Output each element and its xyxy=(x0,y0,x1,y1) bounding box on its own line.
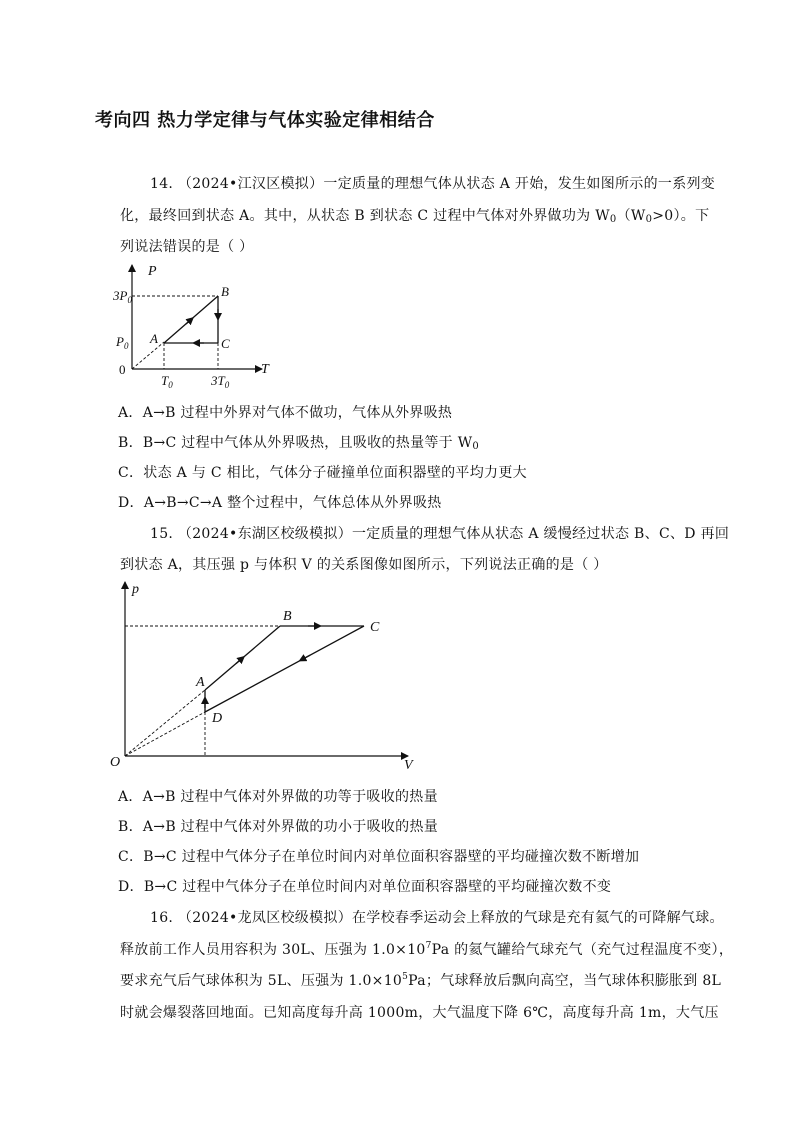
q15-option-d[interactable]: D．B→C 过程中气体分子在单位时间内对单位面积容器壁的平均碰撞次数不变 xyxy=(118,879,612,895)
q14-y-axis-label: P xyxy=(148,264,157,279)
q14-point-a: A xyxy=(150,331,158,346)
q14-pt-diagram xyxy=(110,255,290,395)
q14-option-a[interactable]: A．A→B 过程中外界对气体不做功，气体从外界吸热 xyxy=(118,405,453,421)
q14-line-1: 14. （2024•江汉区模拟）一定质量的理想气体从状态 A 开始，发生如图所示的一系列变 xyxy=(150,176,716,192)
q14-label-t0: $T_0$ xyxy=(161,373,173,390)
q14-line-2: 化，最终回到状态 A。其中，从状态 B 到状态 C 过程中气体对外界做功为 $W_0(W_0>0)$。下 xyxy=(120,208,710,225)
q14-label-p0: $P_0$ xyxy=(116,334,129,351)
q16-line-1: 16. （2024•龙凤区校级模拟）在学校春季运动会上释放的气球是充有氦气的可降解气球。 xyxy=(150,910,724,926)
q15-option-c[interactable]: C．B→C 过程中气体分子在单位时间内对单位面积容器壁的平均碰撞次数不断增加 xyxy=(118,849,640,865)
q15-path-ab xyxy=(205,626,280,690)
q15-dash-origin-d xyxy=(125,712,205,756)
q14-line-3: 列说法错误的是（ ） xyxy=(120,239,254,255)
q15-point-c: C xyxy=(370,620,380,635)
q14-x-axis-label: T xyxy=(261,362,269,377)
q15-option-a[interactable]: A．A→B 过程中气体对外界做的功等于吸收的热量 xyxy=(118,789,438,805)
q15-point-d: D xyxy=(212,711,223,726)
q15-origin-label: O xyxy=(110,755,121,770)
q14-option-b[interactable]: B．B→C 过程中气体从外界吸热，且吸收的热量等于 $W_0$ xyxy=(118,435,480,452)
q14-path-ab xyxy=(164,296,218,343)
q14-origin-label: 0 xyxy=(119,362,126,377)
q14-point-b: B xyxy=(221,284,229,299)
q14-point-c: C xyxy=(221,336,230,351)
q15-point-a: A xyxy=(196,675,205,690)
q16-line-3: 要求充气后气球体积为 5L、压强为 $1.0\times 10^5Pa$；气球释放后飘向高空，当气球体积膨胀到 8L xyxy=(120,972,722,989)
q14-option-c[interactable]: C．状态 A 与 C 相比，气体分子碰撞单位面积器壁的平均力更大 xyxy=(118,465,527,481)
q15-arrow-cd xyxy=(302,655,310,659)
q14-label-3t0: $3T_0$ xyxy=(211,373,230,390)
q15-line-2: 到状态 A，其压强 p 与体积 V 的关系图像如图所示，下列说法正确的是（ ） xyxy=(120,557,608,573)
section-heading: 考向四 热力学定律与气体实验定律相结合 xyxy=(95,110,435,131)
q16-line-4: 时就会爆裂落回地面。已知高度每升高 1000m，大气温度下降 6℃，高度每升高 1m，大气压 xyxy=(120,1005,719,1021)
q14-dash-origin-a xyxy=(132,342,164,369)
q15-x-axis-label: V xyxy=(404,758,413,773)
q15-line-1: 15. （2024•东湖区校级模拟）一定质量的理想气体从状态 A 缓慢经过状态 B、C、D 再回 xyxy=(150,526,730,542)
q15-dash-origin-a xyxy=(125,690,205,756)
q15-point-b: B xyxy=(283,609,292,624)
q14-label-3p0: $3P_0$ xyxy=(113,288,132,305)
q15-pv-diagram xyxy=(108,576,428,776)
q14-option-d[interactable]: D．A→B→C→A 整个过程中，气体总体从外界吸热 xyxy=(118,495,442,511)
q15-y-axis-label: p xyxy=(132,582,139,597)
q15-option-b[interactable]: B．A→B 过程中气体对外界做的功小于吸收的热量 xyxy=(118,819,439,835)
q15-arrow-ab xyxy=(236,659,242,664)
q16-line-2: 释放前工作人员用容积为 30L、压强为 $1.0\times 10^7Pa$ 的氦气罐给气球充气（充气过程温度不变）， xyxy=(120,941,734,958)
q14-arrow-ab xyxy=(186,320,191,324)
